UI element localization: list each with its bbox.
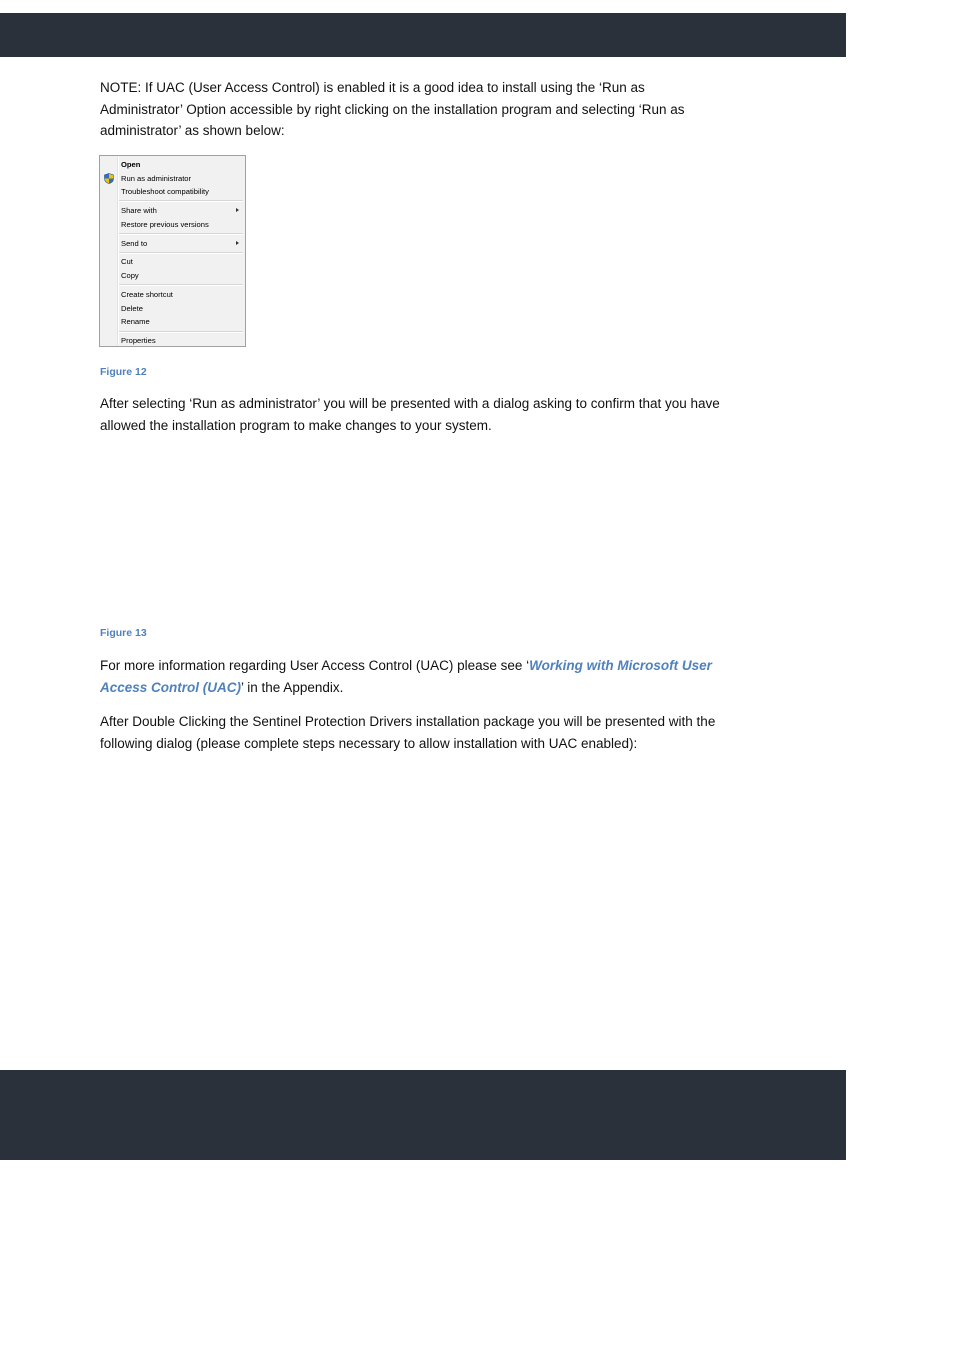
submenu-arrow-icon	[236, 208, 239, 212]
menu-separator	[119, 284, 243, 286]
menu-item-send-to[interactable]: Send to	[121, 239, 148, 248]
menu-item-properties[interactable]: Properties	[121, 336, 156, 345]
menu-item-create-shortcut[interactable]: Create shortcut	[121, 290, 173, 299]
figure-13-caption: Figure 13	[100, 627, 147, 639]
menu-item-cut[interactable]: Cut	[121, 257, 133, 266]
after-selecting-paragraph: After selecting ‘Run as administrator’ you will be presented with a dialog asking to confirm that you have allowed the installation program to make changes to your system.	[100, 396, 720, 433]
menu-item-share-with[interactable]: Share with	[121, 206, 157, 215]
figure-12-caption: Figure 12	[100, 366, 147, 378]
submenu-arrow-icon	[236, 241, 239, 245]
uac-shield-icon	[104, 173, 114, 184]
double-click-paragraph: After Double Clicking the Sentinel Protection Drivers installation package you will be presented with the following dialog (please complete steps necessary to allow installation with UAC enabled):	[100, 714, 716, 751]
menu-gutter	[117, 157, 119, 345]
footer-band	[0, 1070, 846, 1160]
menu-item-copy[interactable]: Copy	[121, 271, 139, 280]
menu-item-restore-previous-versions[interactable]: Restore previous versions	[121, 220, 209, 229]
menu-item-troubleshoot-compatibility[interactable]: Troubleshoot compatibility	[121, 187, 209, 196]
menu-separator	[119, 233, 243, 235]
menu-item-run-as-administrator[interactable]: Run as administrator	[121, 174, 192, 183]
context-menu-figure	[99, 155, 246, 347]
more-info-paragraph	[100, 655, 730, 698]
more-info-prefix: For more information regarding User Access Control (UAC) please see ‘	[100, 658, 530, 673]
uac-appendix-link[interactable]: Working with Microsoft User Access Control (UAC)	[100, 658, 712, 695]
menu-separator	[119, 331, 243, 333]
note-paragraph: NOTE: If UAC (User Access Control) is enabled it is a good idea to install using the ‘Run as Administrator’ Option accessible by right clicking on the installation program and selecting ‘Run as administrator’ as shown below:	[100, 80, 685, 138]
menu-item-open[interactable]: Open	[121, 160, 141, 169]
more-info-suffix: ’ in the Appendix.	[241, 679, 344, 695]
header-band	[0, 13, 846, 57]
menu-separator	[119, 200, 243, 202]
menu-item-rename[interactable]: Rename	[121, 317, 150, 326]
menu-separator	[119, 252, 243, 254]
menu-item-delete[interactable]: Delete	[121, 304, 143, 313]
